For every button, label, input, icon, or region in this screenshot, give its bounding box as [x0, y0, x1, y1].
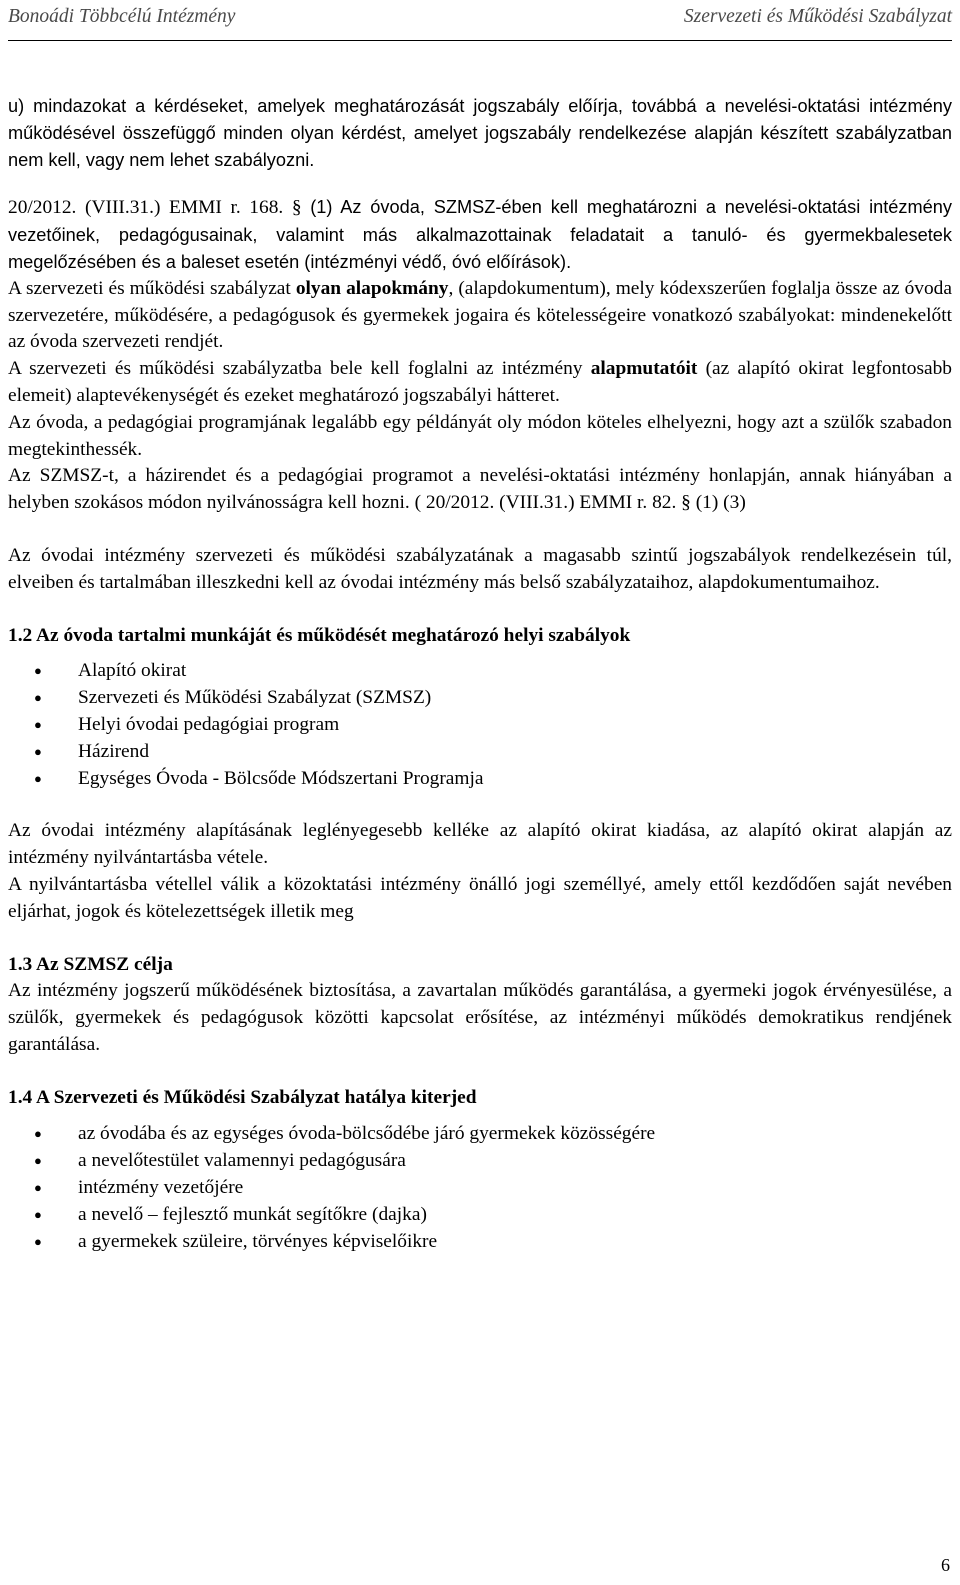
paragraph-szmsz-definition	[8, 276, 952, 356]
list-item: ● intézmény vezetőjére	[8, 1174, 952, 1201]
list-item: ● a nevelő – fejlesztő munkát segítőkre (dajka)	[8, 1201, 952, 1228]
paragraph-legal-ref	[8, 194, 952, 275]
paragraph-founding: Az óvodai intézmény alapításának leglényegesebb kelléke az alapító okirat kiadása, az alapító okirat alapján az intézmény nyilvántartásba vétele.	[8, 820, 952, 869]
local-rules-list	[8, 657, 952, 792]
legal-ref-text: (1) Az óvoda, SZMSZ-ében kell meghatározni a nevelési-oktatási intézmény vezetőinek, pedagógusainak, valamint más alkalmazottainak feladatait a tanuló- és gyermekbalesetek megelőzésében és a baleset esetén (intézményi védő, óvó előírások).	[8, 197, 952, 272]
list-item: ● Helyi óvodai pedagógiai program	[8, 711, 952, 738]
header-divider	[8, 40, 952, 41]
szmsz-bold: olyan alapokmány	[295, 277, 449, 299]
paragraph-internal-rules: Az óvodai intézmény szervezeti és működési szabályzatának a magasabb szintű jogszabályok rendelkezésein túl, elveiben és tartalmában illeszkedni kell az óvodai intézmény más belső szabályzataihoz, alapdokumentumaihoz.	[8, 544, 952, 593]
list-item: ● Házirend	[8, 738, 952, 765]
section-heading-1-2: 1.2 Az óvoda tartalmi munkáját és működését meghatározó helyi szabályok	[8, 624, 631, 646]
page-number: 6	[941, 1555, 950, 1575]
document-body	[8, 93, 952, 1255]
paragraph-alapmutatok	[8, 356, 952, 410]
szmsz-text-b: , (alapdokumentum), mely kódexszerűen foglalja össze az óvoda szervezetére, működésére, a pedagógusok és gyermekek jogaira és kötelességeire vonatkozó szabályokat: mindenekelőtt az óvoda szervezeti rendjét.	[8, 277, 952, 353]
legal-ref-citation: 20/2012. (VIII.31.) EMMI r. 168. §	[8, 197, 311, 219]
list-item: ● a nevelőtestület valamennyi pedagógusára	[8, 1147, 952, 1174]
alap-text-a: A szervezeti és működési szabályzatba bele kell foglalni az intézmény	[8, 358, 591, 380]
page-header	[8, 0, 952, 44]
alap-text-b: (az alapító okirat legfontosabb elemeit) alaptevékenységét és ezeket meghatározó jogszabályi hátteret.	[8, 358, 953, 406]
list-item: ● a gyermekek szüleire, törvényes képviselőikre	[8, 1228, 952, 1255]
list-item: ● Egységes Óvoda - Bölcsőde Módszertani Programja	[8, 765, 952, 792]
header-institution-name: Bonoádi Többcélú Intézmény	[8, 6, 236, 27]
paragraph-szmsz-purpose: Az intézmény jogszerű működésének biztosítása, a zavartalan működés garantálása, a gyermeki jogok érvényesülése, a szülők, gyermekek és pedagógusok közötti kapcsolat erősítése, az intézményi működés demokratikus rendjének garantálása.	[8, 980, 952, 1055]
section-heading-1-4: 1.4 A Szervezeti és Működési Szabályzat hatálya kiterjed	[8, 1086, 477, 1108]
paragraph-registration: A nyilvántartásba vétellel válik a közoktatási intézmény önálló jogi személlyé, amely ettől kezdődően saját nevében eljárhat, jogok és kötelezettségek illetik meg	[8, 873, 952, 922]
list-item: ● Szervezeti és Működési Szabályzat (SZMSZ)	[8, 684, 952, 711]
alap-bold: alapmutatóit	[590, 358, 698, 380]
paragraph-pedagogical-program: Az óvoda, a pedagógiai programjának legalább egy példányát oly módon köteles elhelyezni, hogy azt a szülők szabadon megtekinthessék.	[8, 411, 952, 460]
paragraph-website: Az SZMSZ-t, a házirendet és a pedagógiai programot a nevelési-oktatási intézmény honlapján, annak hiányában a helyben szokásos módon nyilvánosságra kell hozni. ( 20/2012. (VIII.31.) EMMI r. 82. § (1) (3)	[8, 465, 952, 514]
list-item: ● Alapító okirat	[8, 657, 952, 684]
paragraph-u: u) mindazokat a kérdéseket, amelyek meghatározását jogszabály előírja, továbbá a nevelési-oktatási intézmény működésével összefüggő minden olyan kérdést, amelyet jogszabály rendelkezése alapján készített szabályzatban nem kell, vagy nem lehet szabályozni.	[8, 96, 952, 170]
scope-list	[8, 1120, 952, 1255]
section-heading-1-3: 1.3 Az SZMSZ célja	[8, 953, 173, 975]
header-document-title: Szervezeti és Működési Szabályzat	[683, 6, 952, 27]
list-item: ● az óvodába és az egységes óvoda-bölcsődébe járó gyermekek közösségére	[8, 1120, 952, 1147]
szmsz-text-a: A szervezeti és működési szabályzat	[8, 277, 296, 299]
